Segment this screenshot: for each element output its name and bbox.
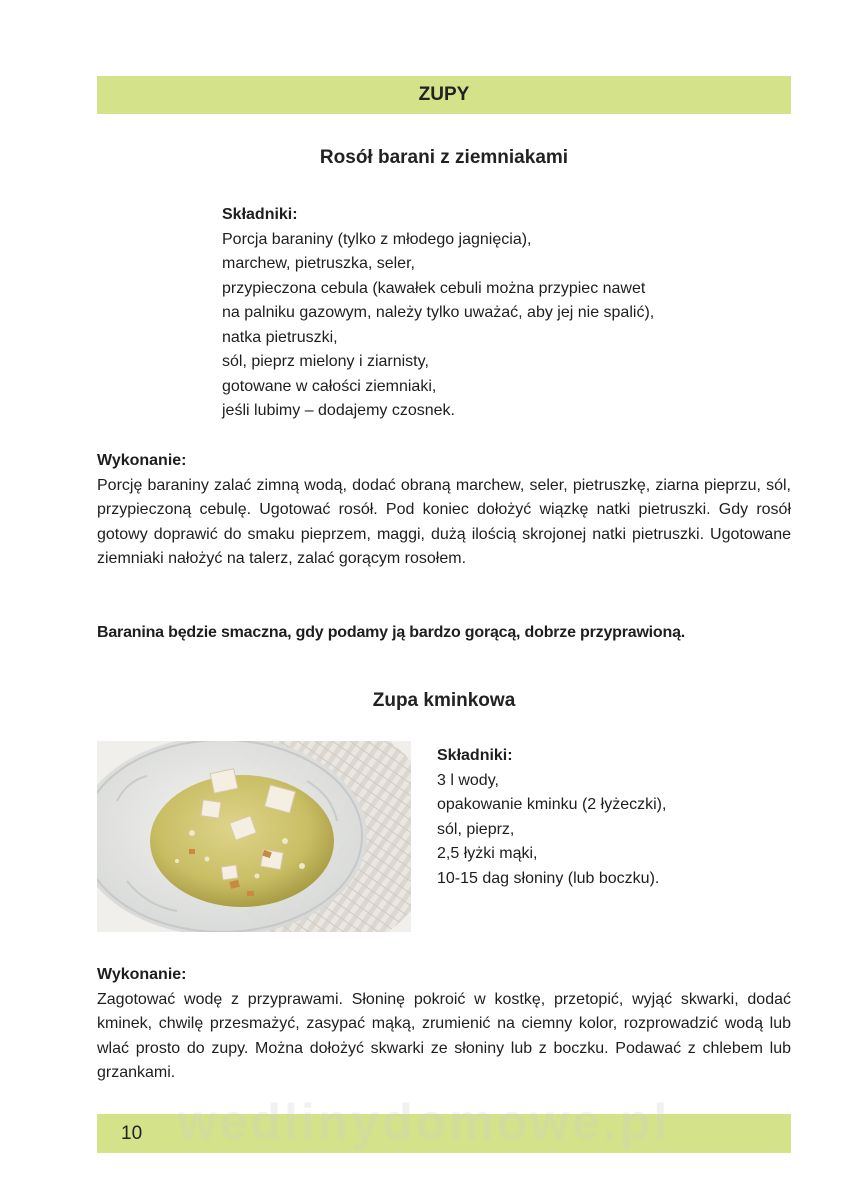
recipe2-title: Zupa kminkowa <box>372 690 516 711</box>
recipe1-method <box>97 449 791 572</box>
ingredient-item: przypieczona cebula (kawałek cebuli można przypiec nawet <box>222 279 646 297</box>
ingredient-item: gotowane w całości ziemniaki, <box>222 377 437 395</box>
section-title: ZUPY <box>418 84 470 105</box>
watermark: wedlinydomowe.pl <box>177 1094 671 1150</box>
recipe2-ingredients-label: Składniki: <box>437 747 513 764</box>
recipe1-note: Baranina będzie smaczna, gdy podamy ją bardzo gorącą, dobrze przyprawioną. <box>97 624 686 641</box>
section-header-band <box>97 76 791 114</box>
recipe2-ingredients <box>437 744 666 891</box>
ingredient-item: sól, pieprz, <box>437 820 515 838</box>
recipe2-method-label: Wykonanie: <box>97 966 187 983</box>
ingredient-item: natka pietruszki, <box>222 328 338 346</box>
soup-photo <box>97 741 411 932</box>
ingredient-item: 10-15 dag słoniny (lub boczku). <box>437 869 660 887</box>
recipe1-ingredients <box>222 203 654 424</box>
recipe1-method-text: Porcję baraniny zalać zimną wodą, dodać obraną marchew, seler, pietruszkę, ziarna pieprzu, sól, przypieczoną cebulę. Ugotować rosół. Pod koniec dołożyć wiązkę natki pietruszki. Gdy rosół gotowy doprawić do smaku pieprzem, maggi, dużą ilością skrojonej natki pietruszki. Ugotowane ziemniaki nałożyć na talerz, zalać gorącym rosołem. <box>97 476 791 567</box>
ingredient-item: 3 l wody, <box>437 771 499 789</box>
ingredient-item: opakowanie kminku (2 łyżeczki), <box>437 796 667 813</box>
ingredient-item: sól, pieprz mielony i ziarnisty, <box>222 353 429 370</box>
ingredient-item: Porcja baraniny (tylko z młodego jagnięcia), <box>222 230 532 248</box>
page-number: 10 <box>121 1123 143 1144</box>
recipe2-method <box>97 963 791 1086</box>
recipe1-title: Rosół barani z ziemniakami <box>319 147 569 168</box>
ingredient-item: marchew, pietruszka, seler, <box>222 255 415 272</box>
ingredient-item: na palniku gazowym, należy tylko uważać, aby jej nie spalić), <box>222 304 655 321</box>
recipe2-method-text: Zagotować wodę z przyprawami. Słoninę pokroić w kostkę, przetopić, wyjąć skwarki, dodać kminek, chwilę przesmażyć, zasypać mąką, zrumienić na ciemny kolor, rozprowadzić wodą lub wlać prosto do zupy. Można dołożyć skwarki ze słoniny lub z boczku. Podawać z chlebem lub grzankami. <box>97 990 791 1081</box>
recipe1-method-label: Wykonanie: <box>97 452 187 469</box>
ingredient-item: jeśli lubimy – dodajemy czosnek. <box>222 402 455 419</box>
ingredient-item: 2,5 łyżki mąki, <box>437 845 538 862</box>
recipe1-ingredients-label: Składniki: <box>222 206 298 223</box>
